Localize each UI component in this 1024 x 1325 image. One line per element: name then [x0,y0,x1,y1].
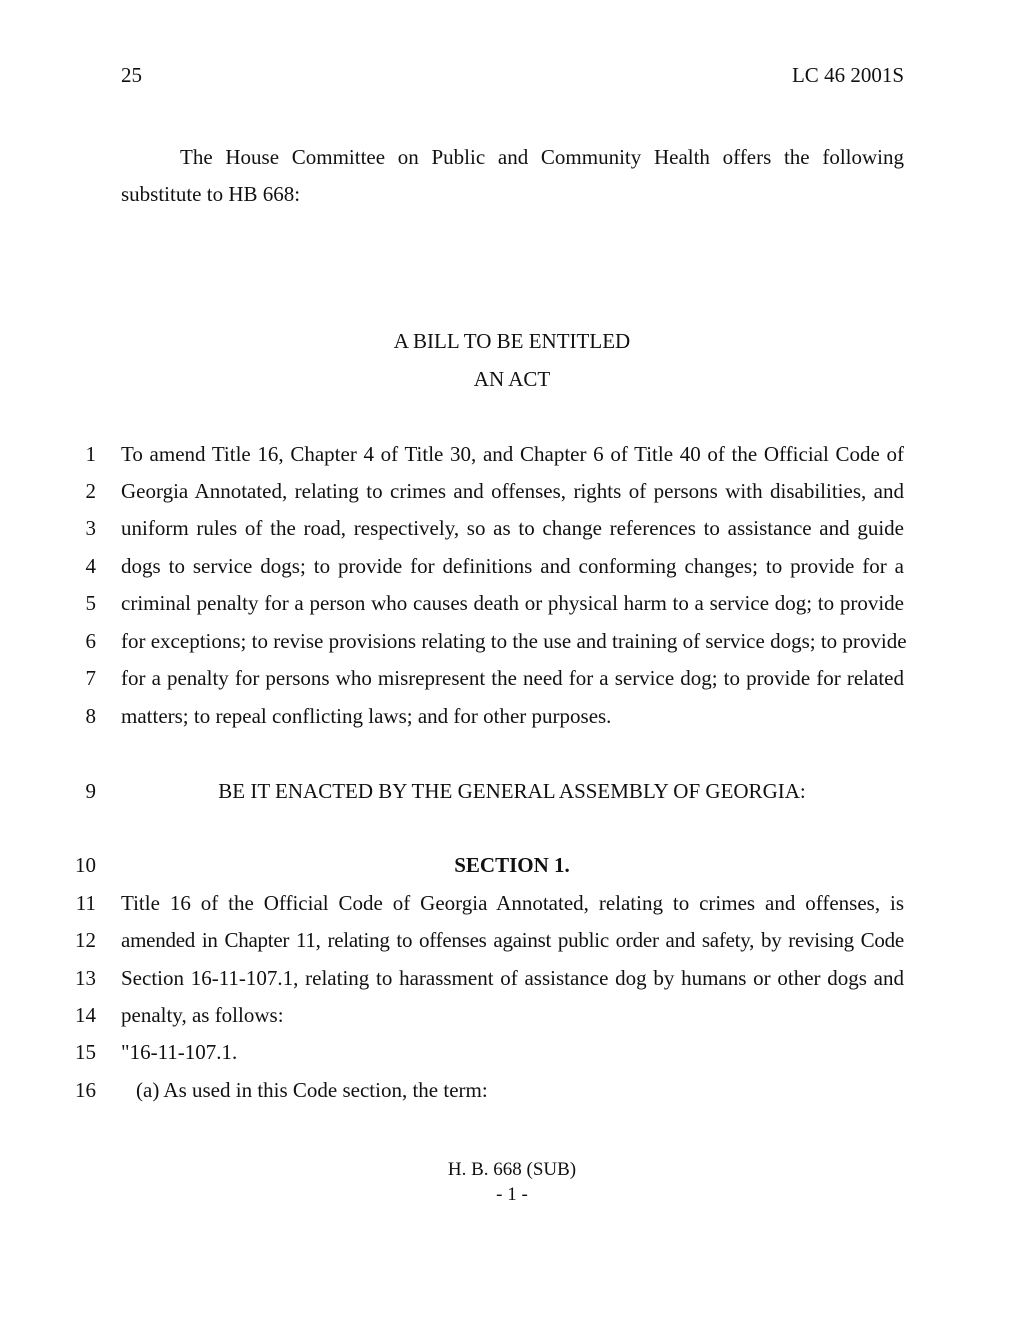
bill-title: A BILL TO BE ENTITLED [393,329,631,353]
bill-text-line: for exceptions; to revise provisions relating to the use and training of service dogs; to provide [121,629,907,653]
line-number: 11 [75,891,96,915]
bill-text-line: Title 16 of the Official Code of Georgia Annotated, relating to crimes and offenses, is [121,891,904,915]
bill-text-line: uniform rules of the road, respectively, so as to change references to assistance and guide [121,516,904,540]
bill-text-line: (a) As used in this Code section, the term: [136,1078,488,1102]
footer-page-number: - 1 - [496,1184,528,1205]
line-number: 8 [85,704,96,728]
bill-text-line: Georgia Annotated, relating to crimes and offenses, rights of persons with disabilities, and [121,479,904,503]
act-title: AN ACT [473,367,551,391]
bill-text-line: To amend Title 16, Chapter 4 of Title 30, and Chapter 6 of Title 40 of the Official Code of [121,442,904,466]
footer-bill-id: H. B. 668 (SUB) [447,1159,577,1180]
line-number: 15 [75,1040,96,1064]
bill-text-line: dogs to service dogs; to provide for definitions and conforming changes; to provide for a [121,554,904,578]
code-section-number: "16-11-107.1. [121,1040,238,1064]
bill-text-line: amended in Chapter 11, relating to offenses against public order and safety, by revising Code [121,928,904,952]
line-number: 14 [75,1003,96,1027]
section-heading: SECTION 1. [454,853,570,877]
document-code: LC 46 2001S [791,63,904,87]
bill-text-line: matters; to repeal conflicting laws; and for other purposes. [121,704,612,728]
line-number: 2 [85,479,96,503]
line-number: 3 [85,516,96,540]
line-number: 1 [85,442,96,466]
enacting-clause: BE IT ENACTED BY THE GENERAL ASSEMBLY OF GEORGIA: [218,779,806,803]
line-number: 13 [75,966,96,990]
line-number: 12 [75,928,96,952]
bill-text-line: for a penalty for persons who misrepresent the need for a service dog; to provide for related [121,666,904,690]
line-number: 4 [85,554,96,578]
line-number: 5 [85,591,96,615]
line-number: 10 [75,853,96,877]
intro-line-1: The House Committee on Public and Community Health offers the following [180,145,904,169]
line-number: 9 [85,779,96,803]
bill-text-line: Section 16-11-107.1, relating to harassment of assistance dog by humans or other dogs and [121,966,904,990]
bill-text-line: penalty, as follows: [121,1003,284,1027]
intro-line-2: substitute to HB 668: [121,182,301,206]
line-number: 16 [75,1078,96,1102]
page-ref-number: 25 [121,63,142,87]
bill-text-line: criminal penalty for a person who causes death or physical harm to a service dog; to provide [121,591,904,615]
line-number: 6 [85,629,96,653]
line-number: 7 [85,666,96,690]
